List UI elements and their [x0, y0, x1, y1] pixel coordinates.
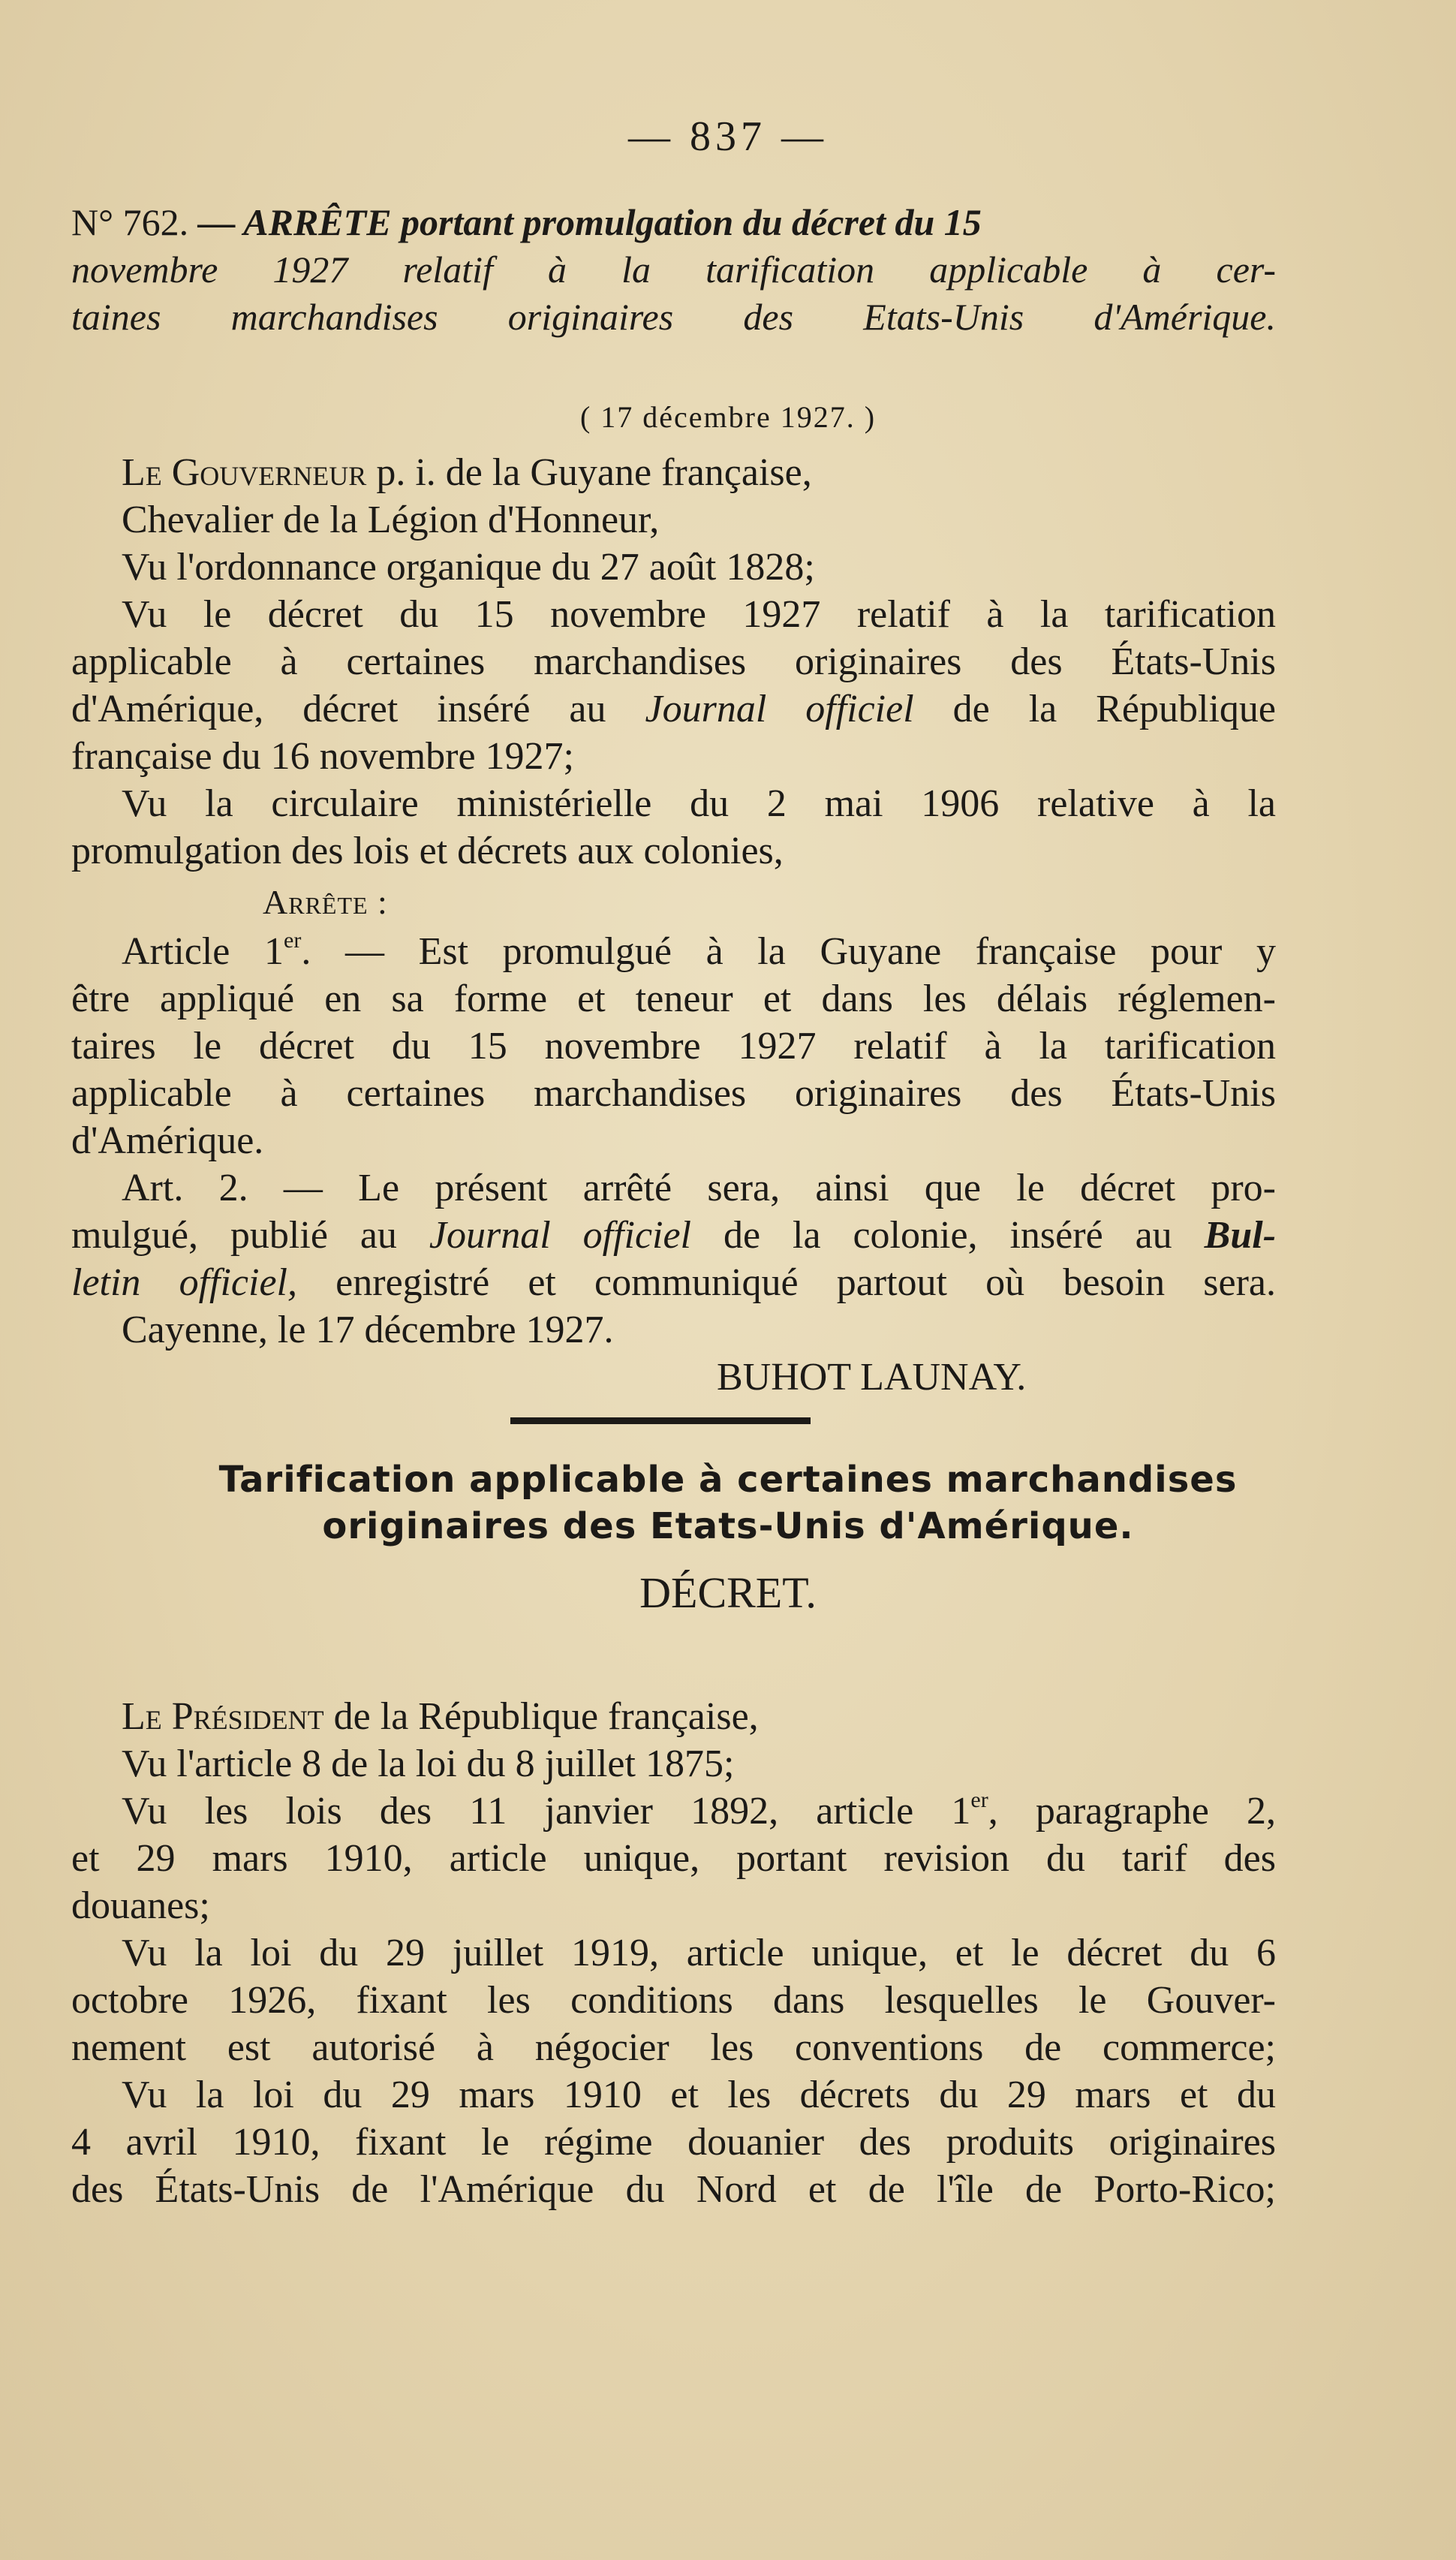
article-1-text: . — Est promulgué à la Guyane française pour y: [301, 930, 1277, 973]
gouverneur-line: [122, 449, 812, 496]
article-2-text: mulgué, publié au: [71, 1214, 429, 1257]
article-1-line-2: être appliqué en sa forme et teneur et dans les délais réglemen-: [71, 977, 1276, 1020]
article-2-text-mid: de la colonie, inséré au: [691, 1214, 1205, 1257]
visa-circulaire-line-1: Vu la circulaire ministérielle du 2 mai 1906 relative à la: [122, 782, 1276, 825]
arrete-date: ( 17 décembre 1927. ): [579, 400, 877, 434]
visa-loi-1919-line-3: nement est autorisé à négocier les conventions de commerce;: [71, 2026, 1276, 2069]
page-number: — 837 —: [628, 113, 828, 160]
arrete-title-lead: — ARRÊTE portant promulgation du décret du 15: [188, 201, 982, 243]
arrete-label: Arrête :: [263, 883, 388, 921]
visa-loi-1875: Vu l'article 8 de la loi du 8 juillet 1875;: [122, 1742, 735, 1785]
visa-lois-text: Vu les lois des 11 janvier 1892, article 1: [122, 1790, 971, 1833]
visa-loi-1919-line-2: octobre 1926, fixant les conditions dans lesquelles le Gouver-: [71, 1979, 1276, 2022]
article-2-text-end: enregistré et communiqué partout où besoin sera.: [297, 1261, 1276, 1304]
decret-label: DÉCRET.: [639, 1568, 817, 1617]
journal-officiel-ref: Journal officiel: [645, 688, 914, 730]
journal-officiel-ref-2: Journal officiel: [429, 1214, 692, 1257]
section-divider: [510, 1417, 811, 1424]
signature: BUHOT LAUNAY.: [717, 1356, 1027, 1399]
visa-decret-text: d'Amérique, décret inséré au: [71, 688, 645, 730]
visa-lois-sup: er: [970, 1787, 988, 1812]
visa-loi-1910-line-1: Vu la loi du 29 mars 1910 et les décrets du 29 mars et du: [122, 2074, 1276, 2116]
article-2-line-2: [71, 1212, 1276, 1259]
decret-heading-line-1: Tarification applicable à certaines marchandises: [218, 1459, 1238, 1501]
visa-circulaire-line-2: promulgation des lois et décrets aux colonies,: [71, 830, 784, 872]
visa-loi-1910-line-3: des États-Unis de l'Amérique du Nord et de l'île de Porto-Rico;: [71, 2168, 1276, 2211]
article-2-line-1: Art. 2. — Le présent arrêté sera, ainsi que le décret pro-: [122, 1167, 1276, 1209]
article-1-line-5: d'Amérique.: [71, 1119, 264, 1162]
cayenne-date: Cayenne, le 17 décembre 1927.: [122, 1309, 614, 1351]
article-1-line-3: taires le décret du 15 novembre 1927 relatif à la tarification: [71, 1025, 1276, 1068]
arrete-title-line-3: taines marchandises originaires des Etats-Unis d'Amérique.: [71, 296, 1276, 338]
article-2-line-3: [71, 1259, 1276, 1306]
president-rest: de la République française,: [323, 1695, 759, 1738]
visa-lois-text-end: , paragraphe 2,: [988, 1790, 1277, 1833]
president-title: Le Président: [122, 1695, 324, 1738]
visa-ordonnance: Vu l'ordonnance organique du 27 août 1828;: [122, 546, 815, 589]
visa-lois-line-2: et 29 mars 1910, article unique, portant revision du tarif des: [71, 1837, 1276, 1880]
arrete-title-line-2: novembre 1927 relatif à la tarification applicable à cer-: [71, 248, 1276, 291]
visa-loi-1910-line-2: 4 avril 1910, fixant le régime douanier des produits originaires: [71, 2121, 1276, 2164]
visa-decret-text-end: de la République: [913, 688, 1276, 730]
arrete-number: N° 762.: [71, 201, 189, 243]
article-1-line-1: [122, 928, 1276, 975]
visa-decret-line-1: Vu le décret du 15 novembre 1927 relatif à la tarification: [122, 593, 1276, 636]
article-1-sup: er: [284, 928, 302, 953]
visa-lois-line-3: douanes;: [71, 1884, 210, 1927]
chevalier-line: Chevalier de la Légion d'Honneur,: [122, 498, 660, 541]
visa-lois-line-1: [122, 1787, 1276, 1835]
visa-loi-1919-line-1: Vu la loi du 29 juillet 1919, article unique, et le décret du 6: [122, 1932, 1276, 1974]
article-1-label: Article 1: [122, 930, 284, 973]
gouverneur-rest: p. i. de la Guyane française,: [366, 451, 812, 494]
visa-decret-line-4: française du 16 novembre 1927;: [71, 735, 575, 778]
arrete-title-line-1: [71, 199, 982, 246]
bulletin-ref-start: Bul-: [1204, 1214, 1277, 1257]
visa-decret-line-3: [71, 685, 1276, 733]
decret-heading-line-2: originaires des Etats-Unis d'Amérique.: [322, 1505, 1134, 1547]
president-line: [122, 1693, 759, 1740]
article-1-line-4: applicable à certaines marchandises originaires des États-Unis: [71, 1072, 1276, 1115]
gouverneur-title: Le Gouverneur: [122, 451, 367, 494]
bulletin-ref-end: letin officiel,: [71, 1261, 297, 1304]
visa-decret-line-2: applicable à certaines marchandises originaires des États-Unis: [71, 640, 1276, 683]
